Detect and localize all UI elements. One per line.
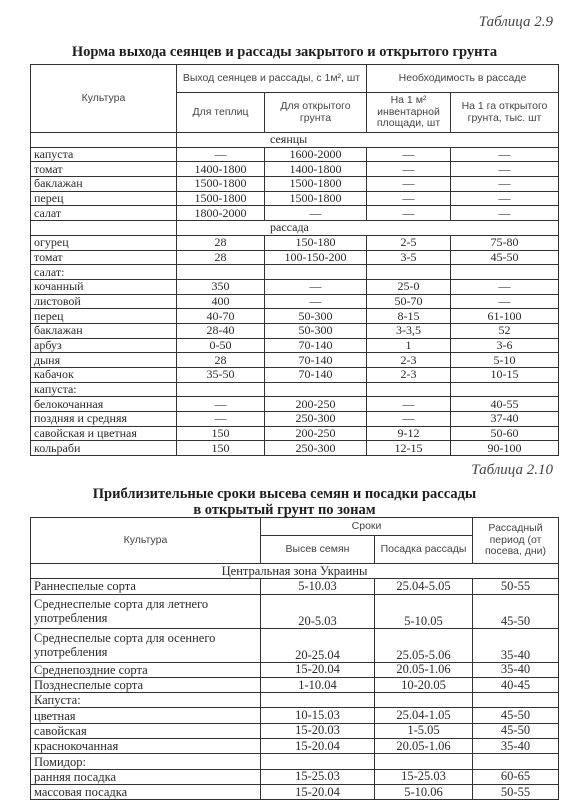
table-row [31,250,559,265]
value-cell [265,265,367,280]
value-cell: 15-20.04 [261,662,375,677]
table-cell [31,221,177,236]
table-row [31,594,559,628]
value-cell: 150 [177,426,265,441]
value-cell [451,265,559,280]
table-row [31,338,559,353]
value-cell: 3-5 [367,250,451,265]
zone-row [31,564,559,579]
value-cell: 3-3,5 [367,323,451,338]
value-cell: 28 [177,235,265,250]
culture-cell: кабачок [31,368,177,383]
culture-cell: Позднеспелые сорта [31,677,261,692]
culture-cell: томат [31,250,177,265]
culture-cell: Среднепоздние сорта [31,662,261,677]
value-cell: — [367,147,451,162]
value-cell: — [451,294,559,309]
header-per-ha: На 1 га открытого грунта, тыс. шт [451,93,559,133]
value-cell: 28 [177,353,265,368]
culture-cell: Среднеспелые сорта для осеннего употребления [31,628,261,662]
culture-cell: Раннеспелые сорта [31,579,261,594]
value-cell: — [451,279,559,294]
table-row [31,368,559,383]
culture-cell: Среднеспелые сорта для летнего употребления [31,594,261,628]
value-cell: 10-20.05 [375,677,473,692]
table-row [31,397,559,412]
value-cell: 15-20.04 [261,784,375,799]
value-cell: 250-300 [265,412,367,427]
header-culture: Культура [31,65,177,133]
value-cell: — [177,147,265,162]
table-body [31,133,559,456]
value-cell: 37-40 [451,412,559,427]
value-cell: 28 [177,250,265,265]
culture-cell: баклажан [31,177,177,192]
culture-cell: салат: [31,265,177,280]
value-cell: 200-250 [265,397,367,412]
culture-cell: арбуз [31,338,177,353]
value-cell: 20.05-1.06 [375,739,473,754]
table-row [31,708,559,723]
value-cell: 100-150-200 [265,250,367,265]
header-terms: Сроки [261,518,473,536]
value-cell: 35-50 [177,368,265,383]
table-title: Норма выхода сеянцев и рассады закрытого и открытого грунта [71,44,498,60]
value-cell: 1-5.05 [375,723,473,738]
table-row [31,323,559,338]
culture-cell: савойская [31,723,261,738]
culture-cell: Помидор: [31,754,261,769]
culture-cell: савойская и цветная [31,426,177,441]
value-cell [451,382,559,397]
table-row [31,147,559,162]
value-cell [375,754,473,769]
value-cell: 9-12 [367,426,451,441]
value-cell: 15-25.03 [375,769,473,784]
value-cell: 3-6 [451,338,559,353]
value-cell: — [367,177,451,192]
culture-cell: массовая посадка [31,784,261,799]
value-cell: 25-0 [367,279,451,294]
value-cell: 200-250 [265,426,367,441]
value-cell: — [451,147,559,162]
value-cell: 35-40 [473,739,559,754]
table-label: Таблица 2.10 [471,462,553,478]
value-cell: — [367,397,451,412]
culture-cell: капуста: [31,382,177,397]
value-cell: 1-10.04 [261,677,375,692]
value-cell: 2-3 [367,353,451,368]
value-cell: 1400-1800 [265,162,367,177]
value-cell: 1500-1800 [265,177,367,192]
culture-cell: баклажан [31,323,177,338]
section-label: сеянцы [177,133,559,148]
value-cell: 10-15 [451,368,559,383]
header-planting: Посадка рассады [375,536,473,564]
value-cell: 25.04-5.05 [375,579,473,594]
value-cell: 5-10.03 [261,579,375,594]
table-row [31,693,559,708]
value-cell: 61-100 [451,309,559,324]
culture-cell: кочанный [31,279,177,294]
value-cell: 1500-1800 [265,191,367,206]
value-cell: 50-70 [367,294,451,309]
value-cell: 5-10.05 [375,594,473,628]
value-cell [367,382,451,397]
value-cell: 15-25.03 [261,769,375,784]
header-yield-group: Выход сеянцев и рассады, с 1м², шт [177,65,367,93]
value-cell: 45-50 [473,723,559,738]
value-cell: 20-5.03 [261,594,375,628]
header-sowing: Высев семян [261,536,375,564]
value-cell: 50-60 [451,426,559,441]
value-cell: 25.04-1.05 [375,708,473,723]
header-per-m2: На 1 м² инвентарной площади, шт [367,93,451,133]
value-cell: — [451,206,559,221]
value-cell: 150 [177,441,265,456]
value-cell: 45-50 [473,708,559,723]
value-cell: — [451,191,559,206]
value-cell: 1500-1800 [177,177,265,192]
value-cell: 40-45 [473,677,559,692]
value-cell: 20-25.04 [261,628,375,662]
value-cell: 50-300 [265,323,367,338]
value-cell: 150-180 [265,235,367,250]
table-row [31,412,559,427]
sowing-terms-table [30,517,559,800]
value-cell: 28-40 [177,323,265,338]
culture-cell: краснокочанная [31,739,261,754]
value-cell: — [367,206,451,221]
header-seedling-period: Рассадный период (от посева, дни) [473,518,559,564]
value-cell: — [367,162,451,177]
table-row [31,662,559,677]
value-cell: 1800-2000 [177,206,265,221]
value-cell: — [265,294,367,309]
culture-cell: перец [31,191,177,206]
table-row [31,677,559,692]
table-row [31,177,559,192]
value-cell: 90-100 [451,441,559,456]
value-cell: — [367,191,451,206]
culture-cell: листовой [31,294,177,309]
value-cell: 2-5 [367,235,451,250]
table-row [31,309,559,324]
table-row [31,353,559,368]
value-cell: 350 [177,279,265,294]
table-label: Таблица 2.9 [478,14,553,30]
value-cell: — [451,177,559,192]
table-cell [31,133,177,148]
section-row [31,133,559,148]
culture-cell: поздняя и средняя [31,412,177,427]
value-cell: 60-65 [473,769,559,784]
table-row [31,723,559,738]
table-row [31,265,559,280]
value-cell: 45-50 [473,594,559,628]
value-cell: 8-15 [367,309,451,324]
culture-cell: дыня [31,353,177,368]
value-cell [177,265,265,280]
table-row [31,426,559,441]
value-cell: 70-140 [265,368,367,383]
value-cell: 35-40 [473,628,559,662]
value-cell [177,382,265,397]
value-cell: 50-300 [265,309,367,324]
value-cell: — [177,397,265,412]
table-row [31,579,559,594]
value-cell: 15-20.03 [261,723,375,738]
value-cell: 70-140 [265,338,367,353]
value-cell: 250-300 [265,441,367,456]
value-cell: 50-55 [473,579,559,594]
culture-cell: кольраби [31,441,177,456]
value-cell [473,754,559,769]
table-row [31,628,559,662]
table-row [31,191,559,206]
value-cell [265,382,367,397]
value-cell: 52 [451,323,559,338]
value-cell: 5-10 [451,353,559,368]
header-need-group: Необходимость в рассаде [367,65,559,93]
culture-cell: цветная [31,708,261,723]
value-cell: 12-15 [367,441,451,456]
value-cell: — [265,206,367,221]
header-culture: Культура [31,518,261,564]
culture-cell: салат [31,206,177,221]
value-cell: 25.05-5.06 [375,628,473,662]
table-row [31,784,559,799]
value-cell [375,693,473,708]
value-cell: 40-55 [451,397,559,412]
value-cell [367,265,451,280]
value-cell: 1600-2000 [265,147,367,162]
value-cell: 75-80 [451,235,559,250]
culture-cell: Капуста: [31,693,261,708]
value-cell: 5-10.06 [375,784,473,799]
table-row [31,382,559,397]
culture-cell: белокочанная [31,397,177,412]
section-label: рассада [177,221,559,236]
table-row [31,294,559,309]
value-cell [261,754,375,769]
table-title-line-2: в открытый грунт по зонам [193,502,376,518]
value-cell: 0-50 [177,338,265,353]
table-row [31,279,559,294]
value-cell: 1500-1800 [177,191,265,206]
value-cell: 10-15.03 [261,708,375,723]
header-greenhouse: Для теплиц [177,93,265,133]
seedling-yield-table [30,64,559,456]
header-open-ground: Для открытого грунта [265,93,367,133]
table-row [31,441,559,456]
value-cell: — [367,412,451,427]
value-cell: 400 [177,294,265,309]
value-cell: 1400-1800 [177,162,265,177]
value-cell: 20.05-1.06 [375,662,473,677]
table-row [31,206,559,221]
culture-cell: ранняя посадка [31,769,261,784]
table-row [31,769,559,784]
culture-cell: огурец [31,235,177,250]
value-cell: — [265,279,367,294]
value-cell [261,693,375,708]
value-cell: 50-55 [473,784,559,799]
value-cell: 2-3 [367,368,451,383]
table-row [31,754,559,769]
value-cell: 45-50 [451,250,559,265]
table-title-line-1: Приблизительные сроки высева семян и посадки рассады [92,486,477,502]
table-body [31,564,559,800]
zone-label: Центральная зона Украины [31,564,559,579]
value-cell: 70-140 [265,353,367,368]
culture-cell: томат [31,162,177,177]
value-cell: 1 [367,338,451,353]
value-cell: 15-20.04 [261,739,375,754]
value-cell [473,693,559,708]
table-row [31,162,559,177]
culture-cell: перец [31,309,177,324]
table-row [31,739,559,754]
value-cell: — [177,412,265,427]
value-cell: 40-70 [177,309,265,324]
table-row [31,235,559,250]
culture-cell: капуста [31,147,177,162]
value-cell: — [451,162,559,177]
value-cell: 35-40 [473,662,559,677]
section-row [31,221,559,236]
